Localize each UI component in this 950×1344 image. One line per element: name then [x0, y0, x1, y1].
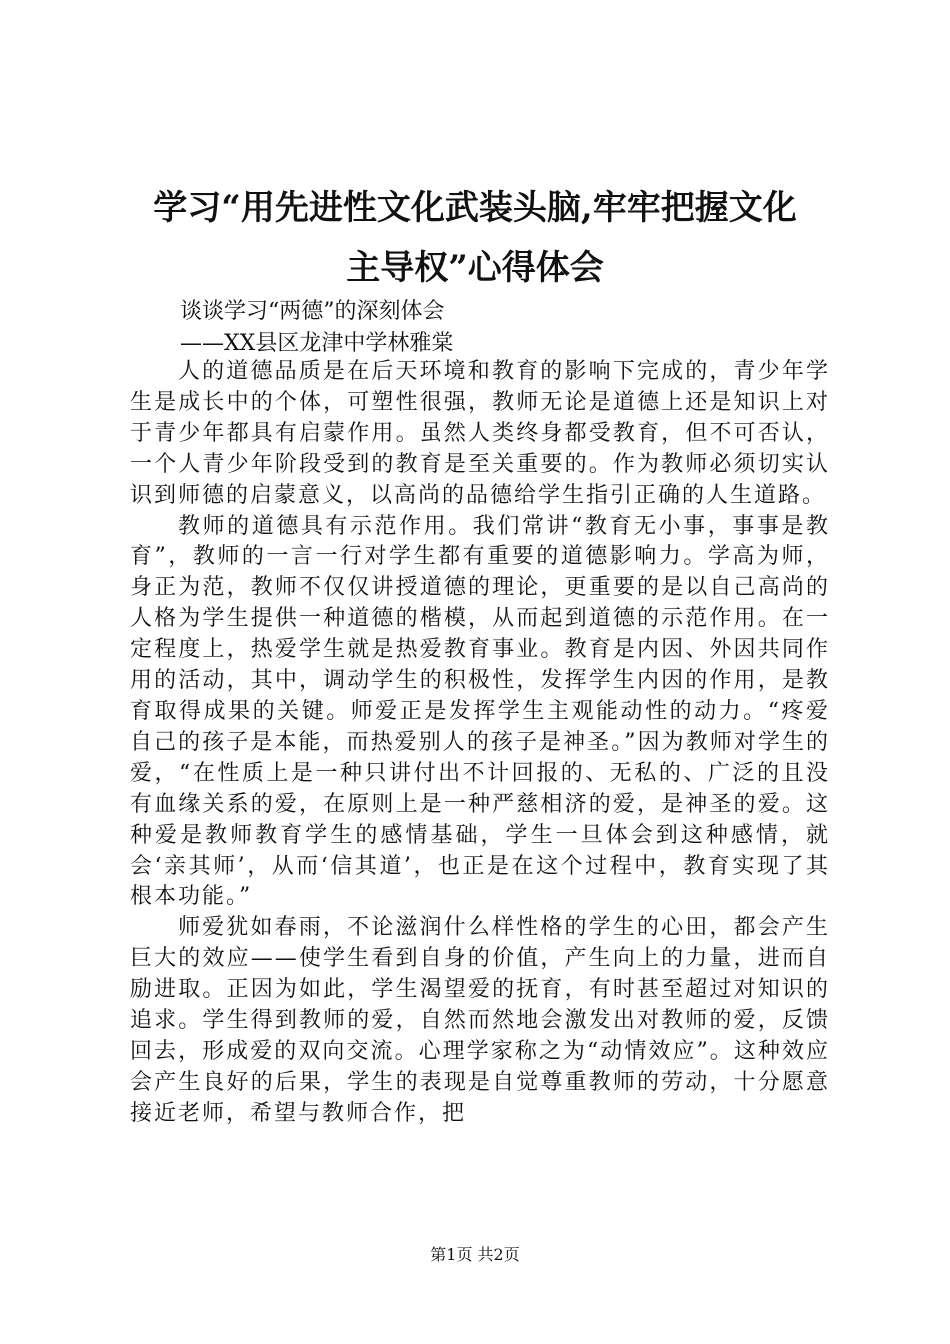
document-title-line-1: 学习“用先进性文化武装头脑,牢牢把握文化	[153, 188, 797, 228]
document-body	[130, 357, 830, 1130]
document-subtitle: 谈谈学习“两德”的深刻体会	[180, 299, 445, 324]
document-title-line-2: 主导权”心得体会	[346, 248, 604, 288]
page-number-footer: 第1页 共2页	[430, 1245, 520, 1264]
paragraph: 师爱犹如春雨，不论滋润什么样性格的学生的心田，都会产生巨大的效应——使学生看到自身的价值，产生向上的力量，进而自励进取。正因为如此，学生渴望爱的抚育，有时甚至超过对知识的追求。学生得到教师的爱，自然而然地会激发出对教师的爱，反馈回去，形成爱的双向交流。心理学家称之为“动情效应”。这种效应会产生良好的后果，学生的表现是自觉尊重教师的劳动，十分愿意接近老师，希望与教师合作，把	[130, 915, 830, 1126]
document-author: ——XX县区龙津中学林雅棠	[180, 331, 454, 356]
paragraph: 教师的道德具有示范作用。我们常讲“教育无小事，事事是教育”，教师的一言一行对学生都有重要的道德影响力。学高为师，身正为范，教师不仅仅讲授道德的理论，更重要的是以自己高尚的人格为学生提供一种道德的楷模，从而起到道德的示范作用。在一定程度上，热爱学生就是热爱教育事业。教育是内因、外因共同作用的活动，其中，调动学生的积极性，发挥学生内因的作用，是教育取得成果的关键。师爱正是发挥学生主观能动性的动力。“疼爱自己的孩子是本能，而热爱别人的孩子是神圣。”因为教师对学生的爱，“在性质上是一种只讲付出不计回报的、无私的、广泛的且没有血缘关系的爱，在原则上是一种严慈相济的爱，是神圣的爱。这种爱是教师教育学生的感情基础，学生一旦体会到这种感情，就会‘亲其师’，从而‘信其道’，也正是在这个过程中，教育实现了其根本功能。”	[130, 513, 830, 910]
paragraph: 人的道德品质是在后天环境和教育的影响下完成的，青少年学生是成长中的个体，可塑性很强，教师无论是道德上还是知识上对于青少年都具有启蒙作用。虽然人类终身都受教育，但不可否认，一个人青少年阶段受到的教育是至关重要的。作为教师必须切实认识到师德的启蒙意义，以高尚的品德给学生指引正确的人生道路。	[130, 359, 830, 508]
